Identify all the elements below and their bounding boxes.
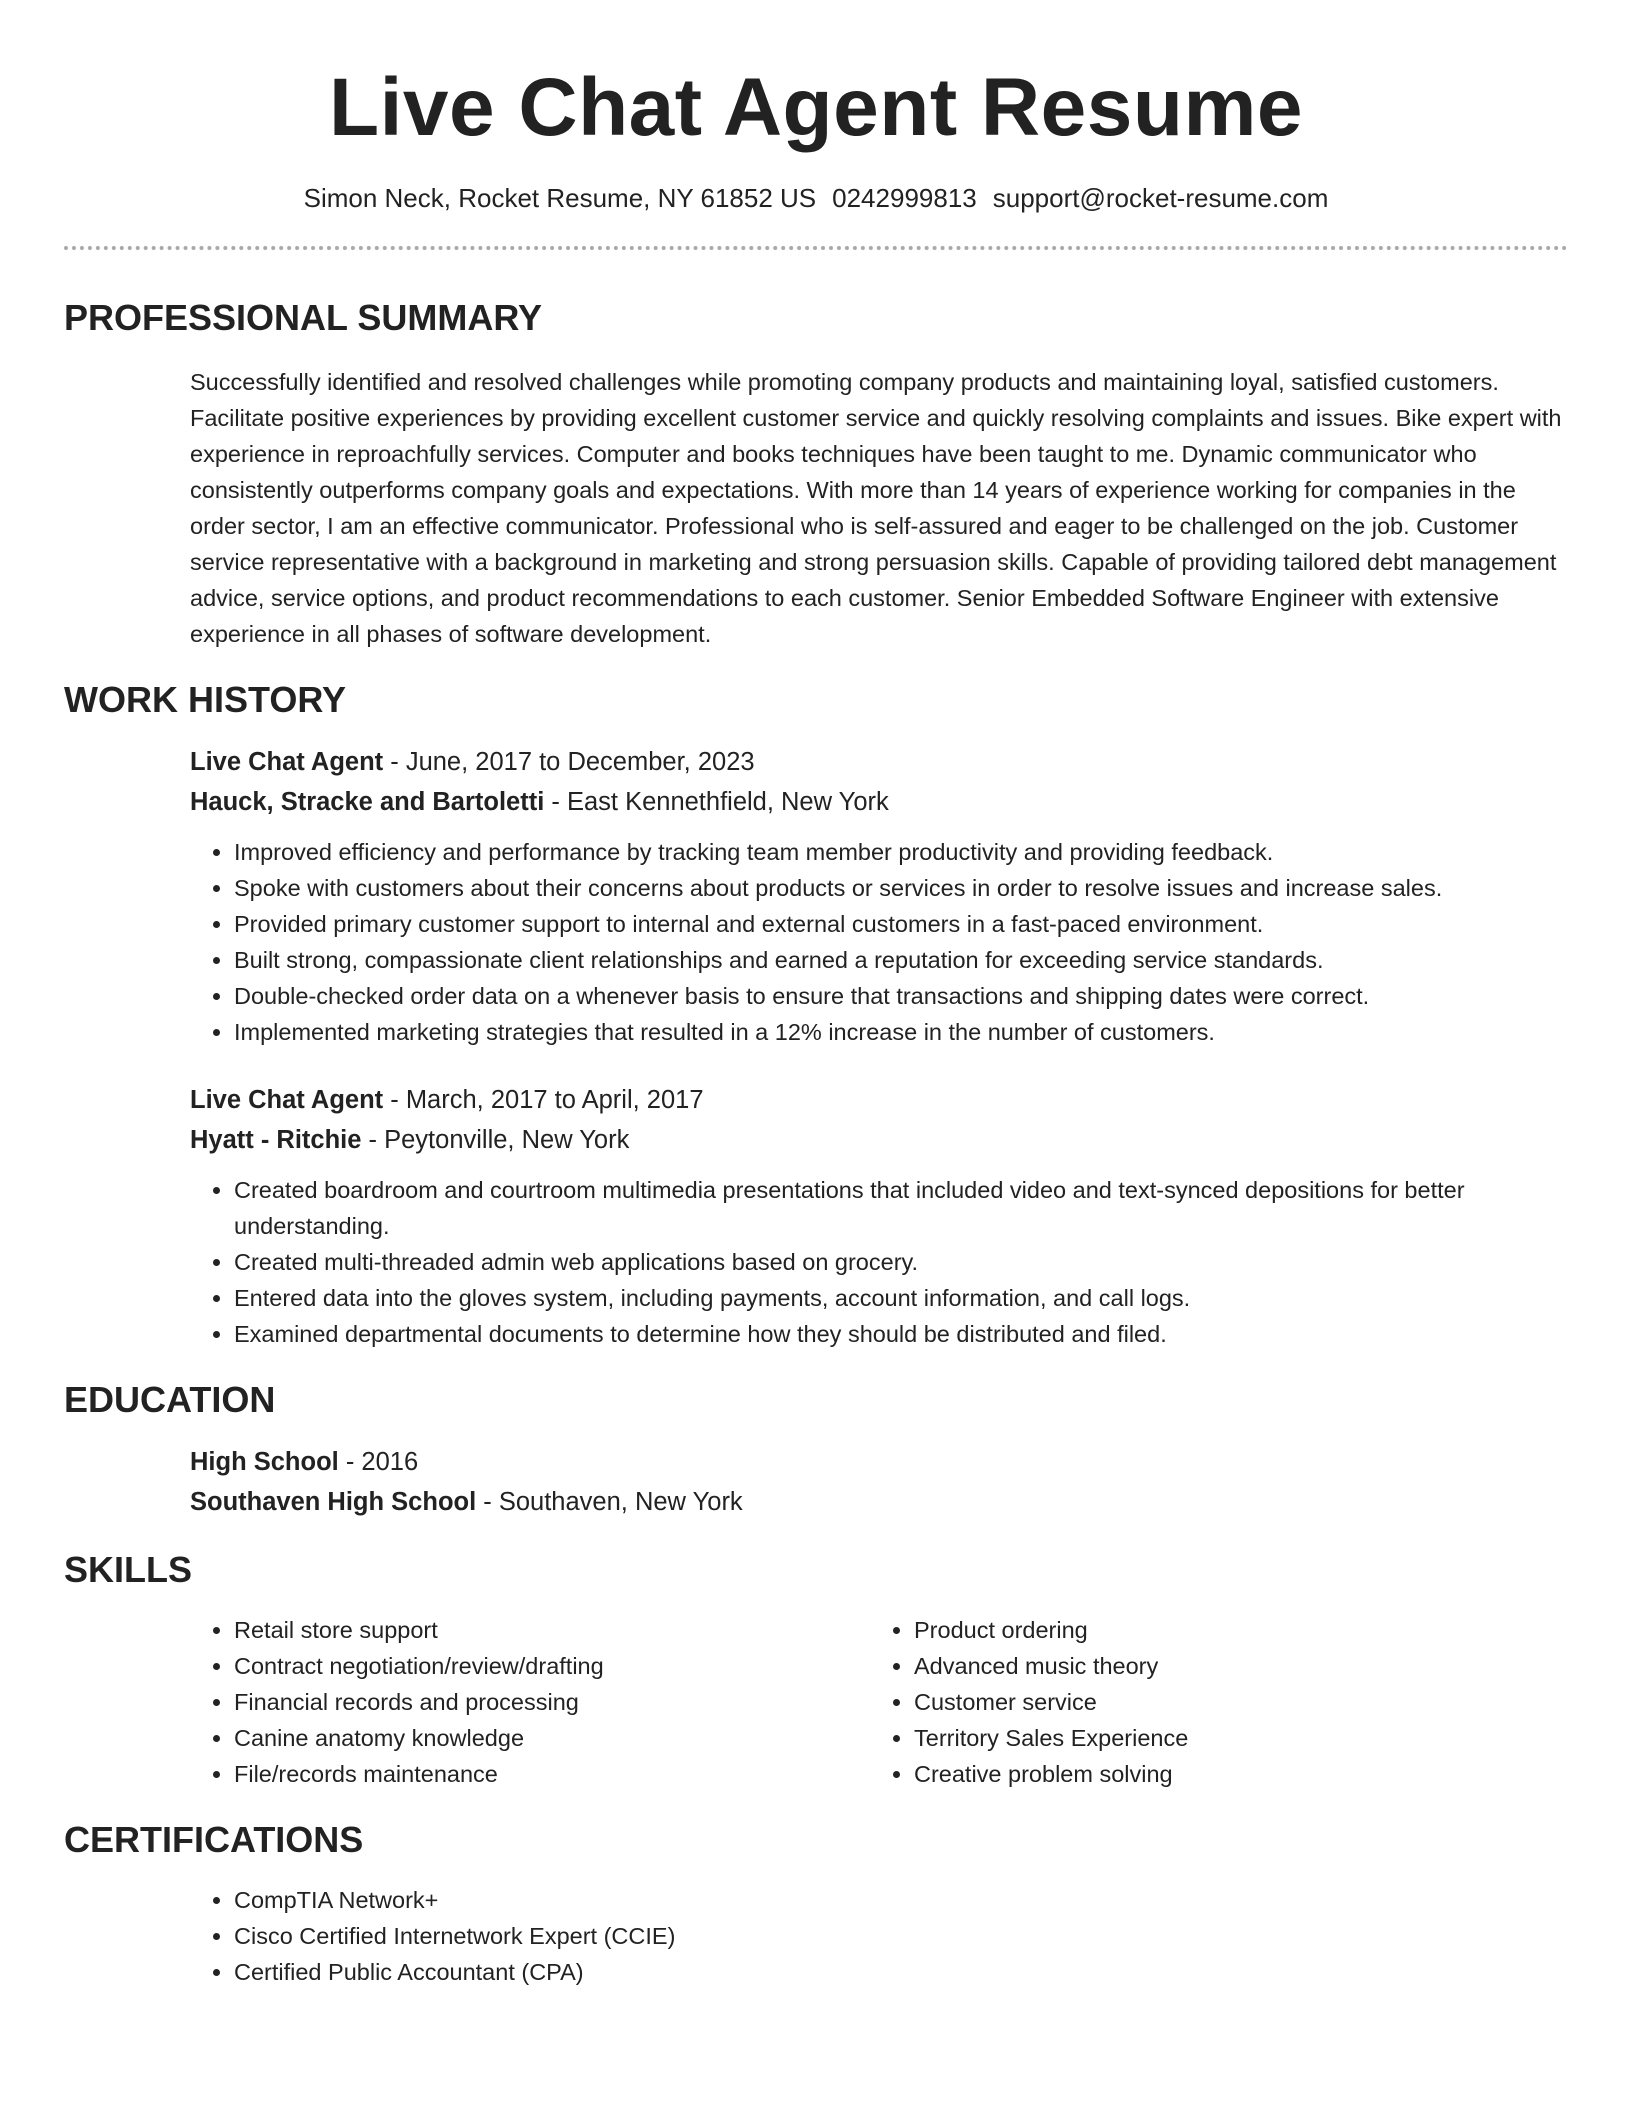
education-location: - Southaven, New York [476,1488,743,1516]
job-entry [190,742,1568,1050]
list-item: • CompTIA Network+ [234,1882,1568,1918]
skills-list-right [870,1612,1550,1792]
header-divider [64,246,1568,250]
education-heading: EDUCATION [64,1379,276,1420]
education-school-line [190,1482,1568,1522]
list-item: • Contract negotiation/review/drafting [234,1648,870,1684]
job-title-line [190,742,1568,782]
contact-address: Simon Neck, Rocket Resume, NY 61852 US [303,183,817,213]
list-item: • Creative problem solving [914,1756,1550,1792]
list-item: • Spoke with customers about their concerns about products or services in order to resolve issues and increase sales. [234,870,1568,906]
list-item: • Customer service [914,1684,1550,1720]
job-company-line [190,1120,1568,1160]
certifications-list [190,1882,1568,1990]
contact-line [64,182,1568,214]
skills-heading: SKILLS [64,1549,193,1590]
summary-text: Successfully identified and resolved challenges while promoting company products and maintaining loyal, satisfied customers. Facilitate positive experiences by providing excellent customer service and quickly resolving complaints and issues. Bike expert with experience in reproachfully services. Computer and books techniques have been taught to me. Dynamic communicator who consistently outperforms company goals and expectations. With more than 14 years of experience working for companies in the order sector, I am an effective communicator. Professional who is self-assured and eager to be challenged on the job. Customer service representative with a background in marketing and strong persuasion skills. Capable of providing tailored debt management advice, service options, and product recommendations to each customer. Senior Embedded Software Engineer with extensive experience in all phases of software development. [190,369,1562,647]
list-item: • Created multi-threaded admin web applications based on grocery. [234,1244,1568,1280]
job-title-line [190,1080,1568,1120]
contact-email: support@rocket-resume.com [992,183,1329,213]
work-history-heading: WORK HISTORY [64,679,347,720]
work-history-section [64,678,1568,1352]
job-bullets [190,1172,1568,1352]
education-year: - 2016 [338,1448,419,1476]
list-item: • Product ordering [914,1612,1550,1648]
job-company: Hauck, Stracke and Bartoletti [190,788,545,816]
list-item: • Created boardroom and courtroom multimedia presentations that included video and text-synced depositions for better understanding. [234,1172,1568,1244]
summary-section [64,296,1568,652]
job-location: - Peytonville, New York [361,1126,630,1154]
resume-title: Live Chat Agent Resume [329,62,1303,153]
list-item: • Territory Sales Experience [914,1720,1550,1756]
job-company-line [190,782,1568,822]
list-item: • Entered data into the gloves system, including payments, account information, and call logs. [234,1280,1568,1316]
certifications-section [64,1818,1568,1990]
job-company: Hyatt - Ritchie [190,1126,362,1154]
list-item: • Advanced music theory [914,1648,1550,1684]
summary-heading: PROFESSIONAL SUMMARY [64,297,543,338]
list-item: • Cisco Certified Internetwork Expert (CCIE) [234,1918,1568,1954]
contact-phone: 0242999813 [832,183,977,213]
certifications-heading: CERTIFICATIONS [64,1819,364,1860]
job-title: Live Chat Agent [190,1086,384,1114]
resume-page [64,0,1568,1990]
education-school: Southaven High School [190,1488,477,1516]
list-item: • Canine anatomy knowledge [234,1720,870,1756]
list-item: • Implemented marketing strategies that resulted in a 12% increase in the number of customers. [234,1014,1568,1050]
skills-column-right [870,1612,1550,1792]
job-location: - East Kennethfield, New York [544,788,889,816]
skills-list-left [190,1612,870,1792]
job-dates: - March, 2017 to April, 2017 [383,1086,704,1114]
list-item: • Certified Public Accountant (CPA) [234,1954,1568,1990]
list-item: • File/records maintenance [234,1756,870,1792]
list-item: • Double-checked order data on a whenever basis to ensure that transactions and shipping dates were correct. [234,978,1568,1014]
job-bullets [190,834,1568,1050]
job-title: Live Chat Agent [190,748,384,776]
list-item: • Retail store support [234,1612,870,1648]
skills-grid [190,1612,1568,1792]
list-item: • Provided primary customer support to internal and external customers in a fast-paced environment. [234,906,1568,942]
list-item: • Built strong, compassionate client relationships and earned a reputation for exceeding service standards. [234,942,1568,978]
list-item: • Examined departmental documents to determine how they should be distributed and filed. [234,1316,1568,1352]
education-degree: High School [190,1448,339,1476]
list-item: • Financial records and processing [234,1684,870,1720]
list-item: • Improved efficiency and performance by tracking team member productivity and providing feedback. [234,834,1568,870]
skills-section [64,1548,1568,1792]
job-entry [190,1080,1568,1352]
education-degree-line [190,1442,1568,1482]
job-dates: - June, 2017 to December, 2023 [383,748,755,776]
skills-column-left [190,1612,870,1792]
education-section [64,1378,1568,1522]
